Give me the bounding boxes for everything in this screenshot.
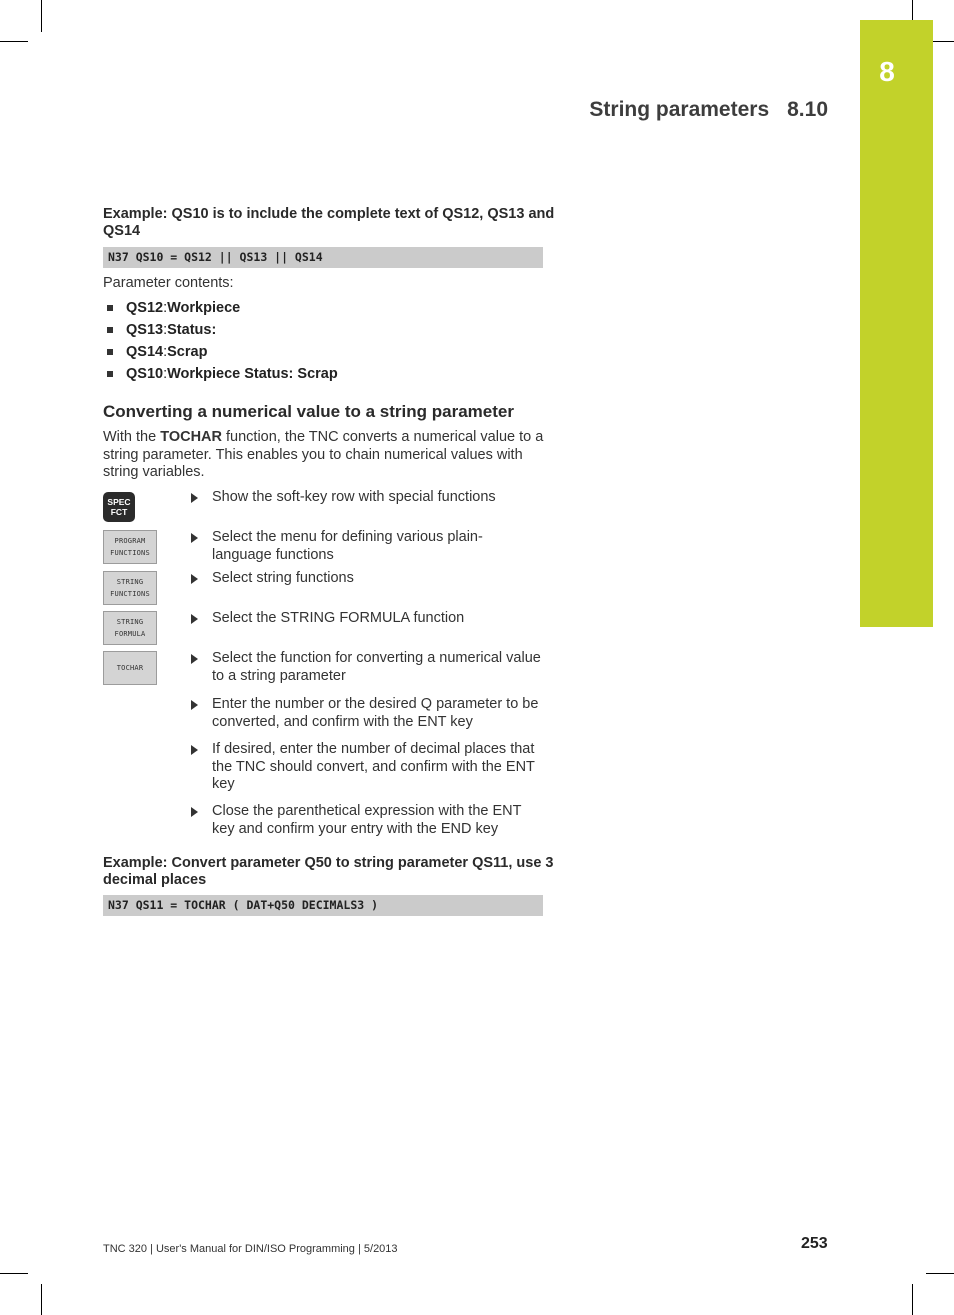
- softkey-label: PROGRAM: [114, 537, 146, 545]
- intro-text: function, the TNC converts a numerical value to a string parameter. This enables you to chain numerical values with string variables.: [103, 429, 544, 481]
- crop-mark: [912, 0, 913, 20]
- intro-keyword: TOCHAR: [160, 429, 222, 445]
- tochar-softkey[interactable]: [103, 651, 157, 685]
- arrow-icon: [191, 533, 198, 543]
- step-item: [191, 803, 541, 838]
- param-key: QS12: [126, 300, 164, 316]
- param-key: QS14: [126, 344, 164, 360]
- step-item: [191, 570, 541, 588]
- key-label: FCT: [110, 507, 128, 517]
- softkey-label: FUNCTIONS: [110, 549, 150, 557]
- param-value: Workpiece Status: Scrap: [167, 366, 338, 382]
- example2-heading: Example: Convert parameter Q50 to string parameter QS11, use 3 decimal places: [103, 855, 554, 888]
- arrow-icon: [191, 493, 198, 503]
- section-intro: [103, 429, 548, 482]
- page-number: 253: [801, 1235, 828, 1252]
- crop-mark: [0, 41, 28, 42]
- intro-text: With the: [103, 429, 161, 445]
- bullet-icon: [107, 327, 113, 333]
- arrow-icon: [191, 574, 198, 584]
- step-item: [191, 489, 541, 507]
- list-item: [103, 363, 338, 385]
- header-section-number: 8.10: [787, 98, 828, 121]
- softkey-label: STRING: [116, 618, 144, 626]
- softkey-label: FORMULA: [114, 630, 146, 638]
- step-text: Select the menu for defining various plain-language functions: [212, 529, 483, 563]
- arrow-icon: [191, 807, 198, 817]
- step-text: Select string functions: [212, 570, 354, 586]
- spec-fct-key[interactable]: [103, 492, 135, 522]
- softkey-label: TOCHAR: [116, 664, 144, 672]
- list-item: [103, 341, 338, 363]
- section-heading: Converting a numerical value to a string parameter: [103, 402, 514, 421]
- crop-mark: [0, 1273, 28, 1274]
- softkey-label: FUNCTIONS: [110, 590, 150, 598]
- example1-code: N37 QS10 = QS12 || QS13 || QS14: [103, 247, 543, 268]
- footer-text: TNC 320 | User's Manual for DIN/ISO Programming | 5/2013: [103, 1243, 398, 1255]
- param-value: Workpiece: [167, 300, 241, 316]
- step-item: [191, 650, 541, 685]
- step-text: Select the STRING FORMULA function: [212, 610, 465, 626]
- param-sep: :: [163, 300, 168, 316]
- param-value: Status:: [167, 322, 217, 338]
- parameter-contents-list: [103, 297, 338, 385]
- example2-code: N37 QS11 = TOCHAR ( DAT+Q50 DECIMALS3 ): [103, 895, 543, 916]
- running-header: [589, 98, 828, 122]
- header-title: String parameters: [589, 98, 770, 121]
- arrow-icon: [191, 614, 198, 624]
- string-functions-softkey[interactable]: [103, 571, 157, 605]
- step-text: Close the parenthetical expression with the ENT key and confirm your entry with the END key: [212, 803, 522, 837]
- arrow-icon: [191, 700, 198, 710]
- step-text: Show the soft-key row with special functions: [212, 489, 496, 505]
- program-functions-softkey[interactable]: [103, 530, 157, 564]
- step-text: If desired, enter the number of decimal places that the TNC should convert, and confirm with the ENT key: [212, 741, 535, 793]
- arrow-icon: [191, 654, 198, 664]
- step-item: [191, 610, 541, 628]
- param-sep: :: [163, 344, 168, 360]
- chapter-tab: [860, 20, 933, 627]
- param-key: QS10: [126, 366, 164, 382]
- parameter-contents-label: Parameter contents:: [103, 275, 234, 291]
- crop-mark: [41, 1284, 42, 1315]
- step-text: Enter the number or the desired Q parameter to be converted, and confirm with the ENT key: [212, 696, 539, 730]
- param-key: QS13: [126, 322, 164, 338]
- chapter-number: 8: [879, 56, 895, 87]
- param-sep: :: [163, 366, 168, 382]
- param-value: Scrap: [167, 344, 208, 360]
- softkey-label: STRING: [116, 578, 144, 586]
- bullet-icon: [107, 371, 113, 377]
- step-text: Select the function for converting a numerical value to a string parameter: [212, 650, 541, 684]
- step-item: [191, 696, 541, 731]
- step-item: [191, 529, 541, 564]
- param-sep: :: [163, 322, 168, 338]
- list-item: [103, 297, 338, 319]
- list-item: [103, 319, 338, 341]
- example1-heading: Example: QS10 is to include the complete text of QS12, QS13 and QS14: [103, 206, 555, 239]
- bullet-icon: [107, 349, 113, 355]
- crop-mark: [912, 1284, 913, 1315]
- key-label: SPEC: [107, 497, 131, 507]
- bullet-icon: [107, 305, 113, 311]
- crop-mark: [41, 0, 42, 32]
- string-formula-softkey[interactable]: [103, 611, 157, 645]
- crop-mark: [926, 1273, 954, 1274]
- step-item: [191, 741, 541, 794]
- arrow-icon: [191, 745, 198, 755]
